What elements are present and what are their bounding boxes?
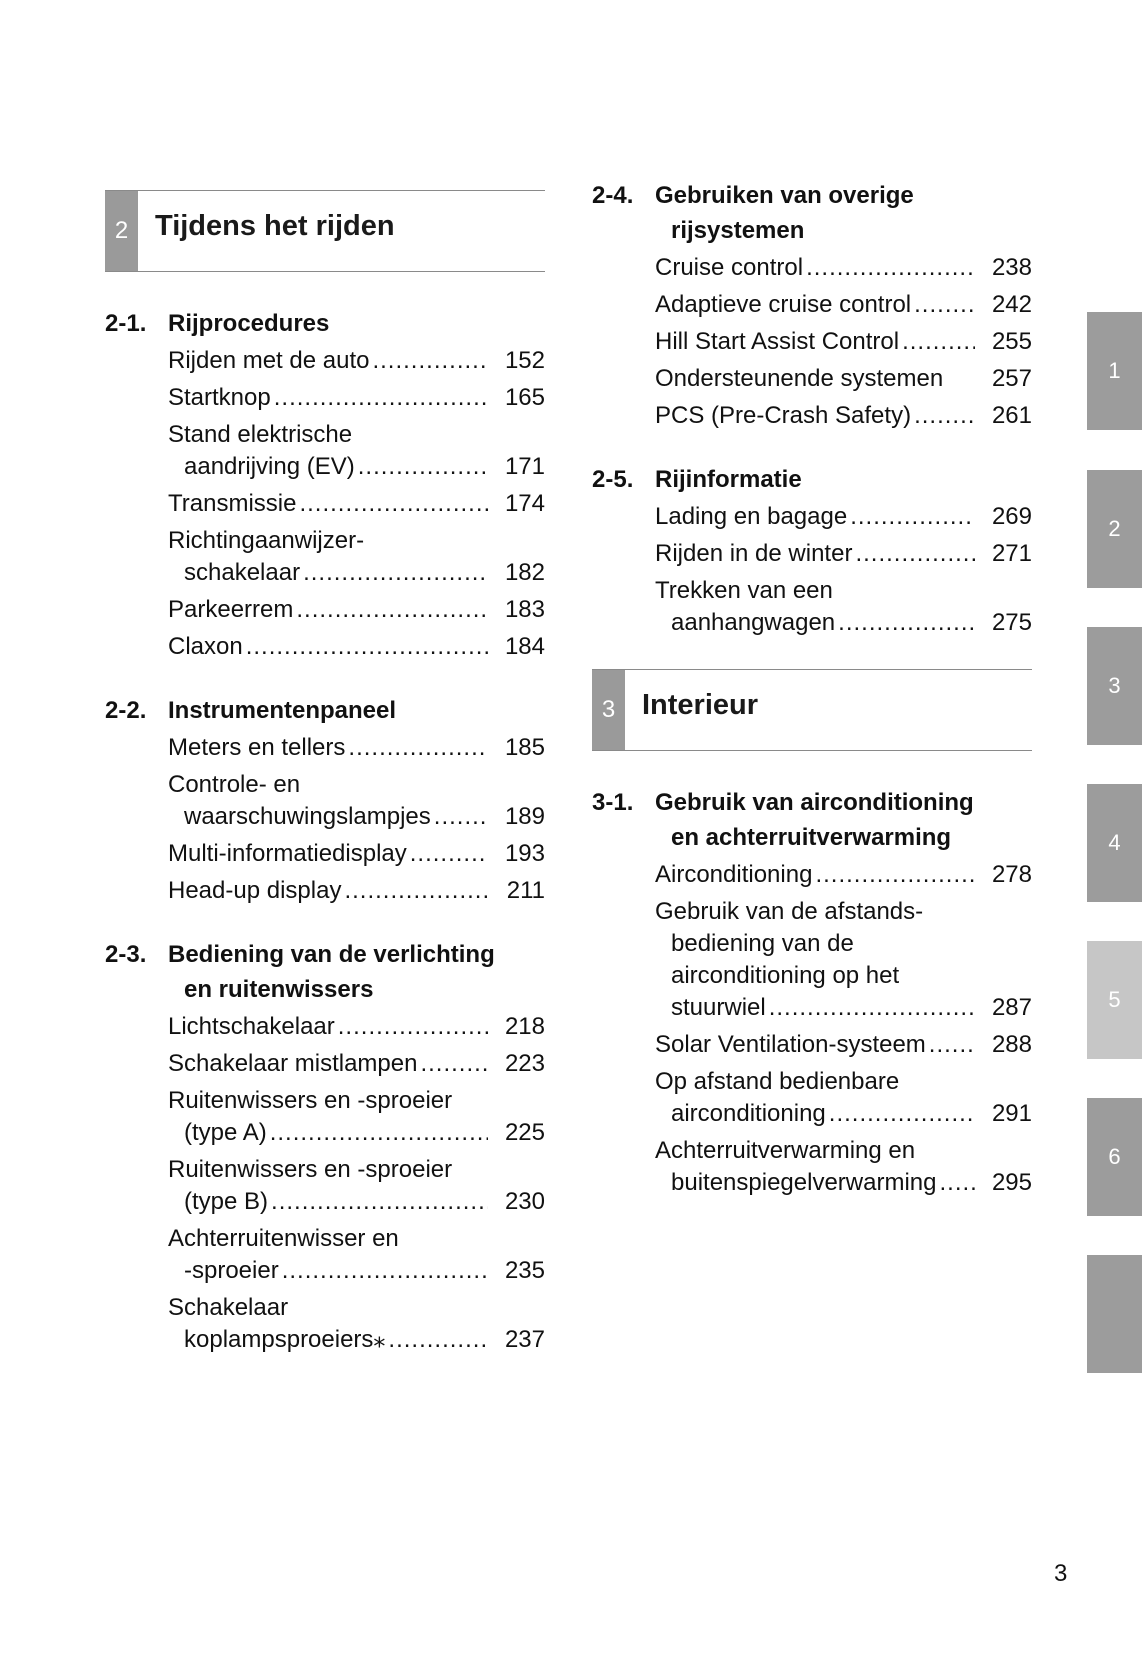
leader-dots — [939, 1167, 975, 1199]
entry-text: Solar Ventilation-systeem — [655, 1031, 926, 1058]
side-tab-5[interactable] — [1087, 941, 1142, 1059]
page-ref: 235 — [504, 1257, 545, 1284]
section-title: Rijprocedures — [168, 310, 330, 337]
entry-text: Claxon — [168, 633, 243, 660]
entry-text: Lichtschakelaar — [168, 1013, 335, 1040]
section-title-line: en ruitenwissers — [184, 976, 374, 1003]
entry-text: Startknop — [168, 384, 271, 411]
toc-entry[interactable] — [592, 326, 1032, 358]
section-heading — [592, 178, 1032, 248]
leader-dots — [358, 451, 488, 483]
entry-text-line: Trekken van een — [655, 577, 833, 604]
section-number: 2-4. — [592, 182, 634, 209]
leader-dots — [914, 289, 975, 321]
entry-text-line: airconditioning op het — [671, 962, 900, 989]
toc-entry[interactable] — [105, 382, 545, 414]
side-tab-label: 3 — [1108, 673, 1121, 698]
page-ref: 223 — [504, 1050, 545, 1077]
toc-entry[interactable] — [105, 732, 545, 764]
entry-text: waarschuwingslampjes — [184, 803, 431, 830]
entry-text: Head-up display — [168, 877, 342, 904]
section-2-5 — [592, 462, 1032, 639]
toc-entry[interactable] — [592, 859, 1032, 891]
page-ref: 242 — [991, 291, 1032, 318]
section-heading — [592, 462, 1032, 497]
entry-text: Schakelaar mistlampen — [168, 1050, 418, 1077]
toc-entry[interactable] — [105, 488, 545, 520]
toc-entry[interactable] — [105, 1085, 545, 1149]
leader-dots — [344, 875, 488, 907]
entry-text: -sproeier — [184, 1257, 279, 1284]
entry-text: aandrijving (EV) — [184, 453, 355, 480]
toc-entry[interactable] — [592, 289, 1032, 321]
entry-text-line: Stand elektrische — [168, 421, 353, 448]
page-ref: 269 — [991, 503, 1032, 530]
toc-entry[interactable] — [592, 400, 1032, 432]
page-ref: 225 — [504, 1119, 545, 1146]
section-3-1 — [592, 785, 1032, 1199]
section-number: 2-3. — [105, 941, 147, 968]
toc-entry[interactable] — [105, 875, 545, 907]
entry-text: Hill Start Assist Control — [655, 328, 900, 355]
toc-entry[interactable] — [105, 1154, 545, 1218]
section-title-line: en achterruitverwarming — [671, 824, 952, 851]
section-heading — [105, 693, 545, 728]
toc-entry[interactable] — [592, 896, 1032, 1024]
entry-text-line: Ruitenwissers en -sproeier — [168, 1156, 453, 1183]
section-title — [105, 937, 545, 1007]
leader-dots — [372, 345, 488, 377]
entry-text-line: Richtingaanwijzer- — [168, 527, 365, 554]
section-number: 2-5. — [592, 466, 634, 493]
side-tab-4[interactable] — [1087, 784, 1142, 902]
page-ref: 189 — [504, 803, 545, 830]
page-number: 3 — [1054, 1560, 1068, 1587]
entry-text: (type B) — [184, 1188, 269, 1215]
toc-entry[interactable] — [105, 525, 545, 589]
chapter-2-header — [105, 190, 545, 272]
entry-text: Parkeerrem — [168, 596, 294, 623]
toc-entry[interactable] — [592, 538, 1032, 570]
page-ref: 182 — [504, 559, 545, 586]
leader-dots — [855, 538, 975, 570]
chapter-title: Interieur — [642, 689, 759, 721]
page-ref: 171 — [504, 453, 545, 480]
entry-text: Transmissie — [168, 490, 297, 517]
entry-text: Cruise control — [655, 254, 804, 281]
leader-dots — [806, 252, 975, 284]
side-tab-label: 5 — [1108, 987, 1121, 1012]
entry-text-line: Achterruitenwisser en — [168, 1225, 399, 1252]
page-ref: 152 — [504, 347, 545, 374]
toc-entry[interactable] — [592, 1029, 1032, 1061]
page-ref: 261 — [991, 402, 1032, 429]
section-2-4 — [592, 178, 1032, 432]
chapter-number: 2 — [105, 191, 138, 271]
entry-text-line: Gebruik van de afstands- — [655, 898, 924, 925]
section-number: 3-1. — [592, 789, 634, 816]
page-ref: 185 — [504, 734, 545, 761]
entry-text-line: Controle- en — [168, 771, 301, 798]
leader-dots — [246, 631, 488, 663]
leader-dots — [296, 594, 488, 626]
page-ref: 174 — [504, 490, 545, 517]
entry-text-line: Op afstand bedienbare — [655, 1068, 900, 1095]
page-ref: 278 — [991, 861, 1032, 888]
section-title — [592, 785, 1032, 855]
leader-dots — [815, 859, 975, 891]
page-ref: 275 — [991, 609, 1032, 636]
leader-dots — [270, 1117, 488, 1149]
leader-dots — [282, 1255, 488, 1287]
section-number: 2-1. — [105, 310, 147, 337]
toc-entry[interactable] — [105, 769, 545, 833]
section-heading — [105, 306, 545, 341]
side-tab-label: 6 — [1108, 1144, 1121, 1169]
toc-entry[interactable] — [105, 838, 545, 870]
page-ref: 165 — [504, 384, 545, 411]
page-ref: 287 — [991, 994, 1032, 1021]
side-tab-6[interactable] — [1087, 1098, 1142, 1216]
page-ref: 295 — [991, 1169, 1032, 1196]
toc-entry[interactable] — [105, 594, 545, 626]
entry-text: Multi-informatiedisplay — [168, 840, 407, 867]
leader-dots — [838, 607, 975, 639]
leader-dots — [410, 838, 488, 870]
side-tab-label: 2 — [1108, 516, 1121, 541]
leader-dots — [388, 1324, 488, 1356]
leader-dots — [929, 1029, 975, 1061]
page-ref: 271 — [991, 540, 1032, 567]
leader-dots — [829, 1098, 975, 1130]
entry-text-line: Schakelaar — [168, 1294, 289, 1321]
toc-entry[interactable] — [592, 1135, 1032, 1199]
leader-dots — [434, 801, 488, 833]
page-ref: 218 — [504, 1013, 545, 1040]
entry-text: Adaptieve cruise control — [655, 291, 912, 318]
toc-entry[interactable] — [592, 363, 1032, 395]
right-column — [592, 178, 1032, 1229]
entry-text: buitenspiegelverwarming — [671, 1169, 937, 1196]
page-ref: 238 — [991, 254, 1032, 281]
entry-text: koplampsproeiers⁎ — [184, 1326, 386, 1353]
toc-entry[interactable] — [105, 1011, 545, 1043]
toc-entry[interactable] — [105, 345, 545, 377]
entry-text: Rijden in de winter — [655, 540, 853, 567]
page-ref: 288 — [991, 1031, 1032, 1058]
leader-dots — [303, 557, 488, 589]
leader-dots — [299, 488, 488, 520]
page-ref: 255 — [991, 328, 1032, 355]
leader-dots — [338, 1011, 488, 1043]
entry-text: schakelaar — [184, 559, 301, 586]
leader-dots — [769, 992, 975, 1024]
entry-text-line: bediening van de — [671, 930, 854, 957]
section-number: 2-2. — [105, 697, 147, 724]
chapter-number: 3 — [592, 670, 625, 750]
toc-entry[interactable] — [105, 1292, 545, 1356]
side-tab-3[interactable] — [1087, 627, 1142, 745]
chapter-3-header — [592, 669, 1032, 751]
page-ref: 291 — [991, 1100, 1032, 1127]
section-title-line: rijsystemen — [671, 217, 805, 244]
entry-text: (type A) — [184, 1119, 267, 1146]
section-2-3 — [105, 937, 545, 1356]
section-heading — [592, 785, 1032, 855]
entry-text: Lading en bagage — [655, 503, 848, 530]
side-tab-1[interactable] — [1087, 312, 1142, 430]
entry-text-line: Ruitenwissers en -sproeier — [168, 1087, 453, 1114]
side-tab-label: 4 — [1108, 830, 1121, 855]
leader-dots — [850, 501, 975, 533]
leader-dots — [274, 382, 488, 414]
entry-text: stuurwiel — [671, 994, 766, 1021]
entry-text: PCS (Pre-Crash Safety) — [655, 402, 912, 429]
toc-entry[interactable] — [592, 501, 1032, 533]
toc-entry[interactable] — [105, 419, 545, 483]
toc-entry[interactable] — [105, 1048, 545, 1080]
side-tab-2[interactable] — [1087, 470, 1142, 588]
side-tab-blank[interactable] — [1087, 1255, 1142, 1373]
entry-text: Airconditioning — [655, 861, 813, 888]
page-ref: 237 — [504, 1326, 545, 1353]
toc-entry[interactable] — [592, 1066, 1032, 1130]
leader-dots — [420, 1048, 488, 1080]
entry-text: Meters en tellers — [168, 734, 346, 761]
leader-dots — [348, 732, 488, 764]
page-ref: 257 — [991, 365, 1032, 392]
leader-dots — [902, 326, 975, 358]
toc-entry[interactable] — [592, 252, 1032, 284]
section-title: Instrumentenpaneel — [168, 697, 397, 724]
leader-dots — [914, 400, 975, 432]
entry-text-line: Achterruitverwarming en — [655, 1137, 916, 1164]
page-ref: 230 — [504, 1188, 545, 1215]
entry-text: aanhangwagen — [671, 609, 836, 636]
entry-text: Rijden met de auto — [168, 347, 370, 374]
left-column — [105, 190, 545, 1386]
toc-entry[interactable] — [592, 575, 1032, 639]
section-title — [592, 178, 1032, 248]
leader-dots — [271, 1186, 488, 1218]
page-ref: 193 — [504, 840, 545, 867]
section-2-1 — [105, 306, 545, 663]
section-title-line: Bediening van de verlichting — [168, 941, 495, 968]
section-title: Rijinformatie — [655, 466, 802, 493]
section-2-2 — [105, 693, 545, 907]
section-title-line: Gebruik van airconditioning — [655, 789, 974, 816]
side-tab-label: 1 — [1108, 358, 1121, 383]
section-heading — [105, 937, 545, 1007]
page-ref: 184 — [504, 633, 545, 660]
section-title-line: Gebruiken van overige — [655, 182, 914, 209]
toc-entry[interactable] — [105, 631, 545, 663]
page-ref: 211 — [506, 877, 545, 904]
entry-text: Ondersteunende systemen — [655, 365, 944, 392]
page-ref: 183 — [504, 596, 545, 623]
toc-entry[interactable] — [105, 1223, 545, 1287]
entry-text: airconditioning — [671, 1100, 826, 1127]
chapter-title: Tijdens het rijden — [155, 210, 395, 242]
